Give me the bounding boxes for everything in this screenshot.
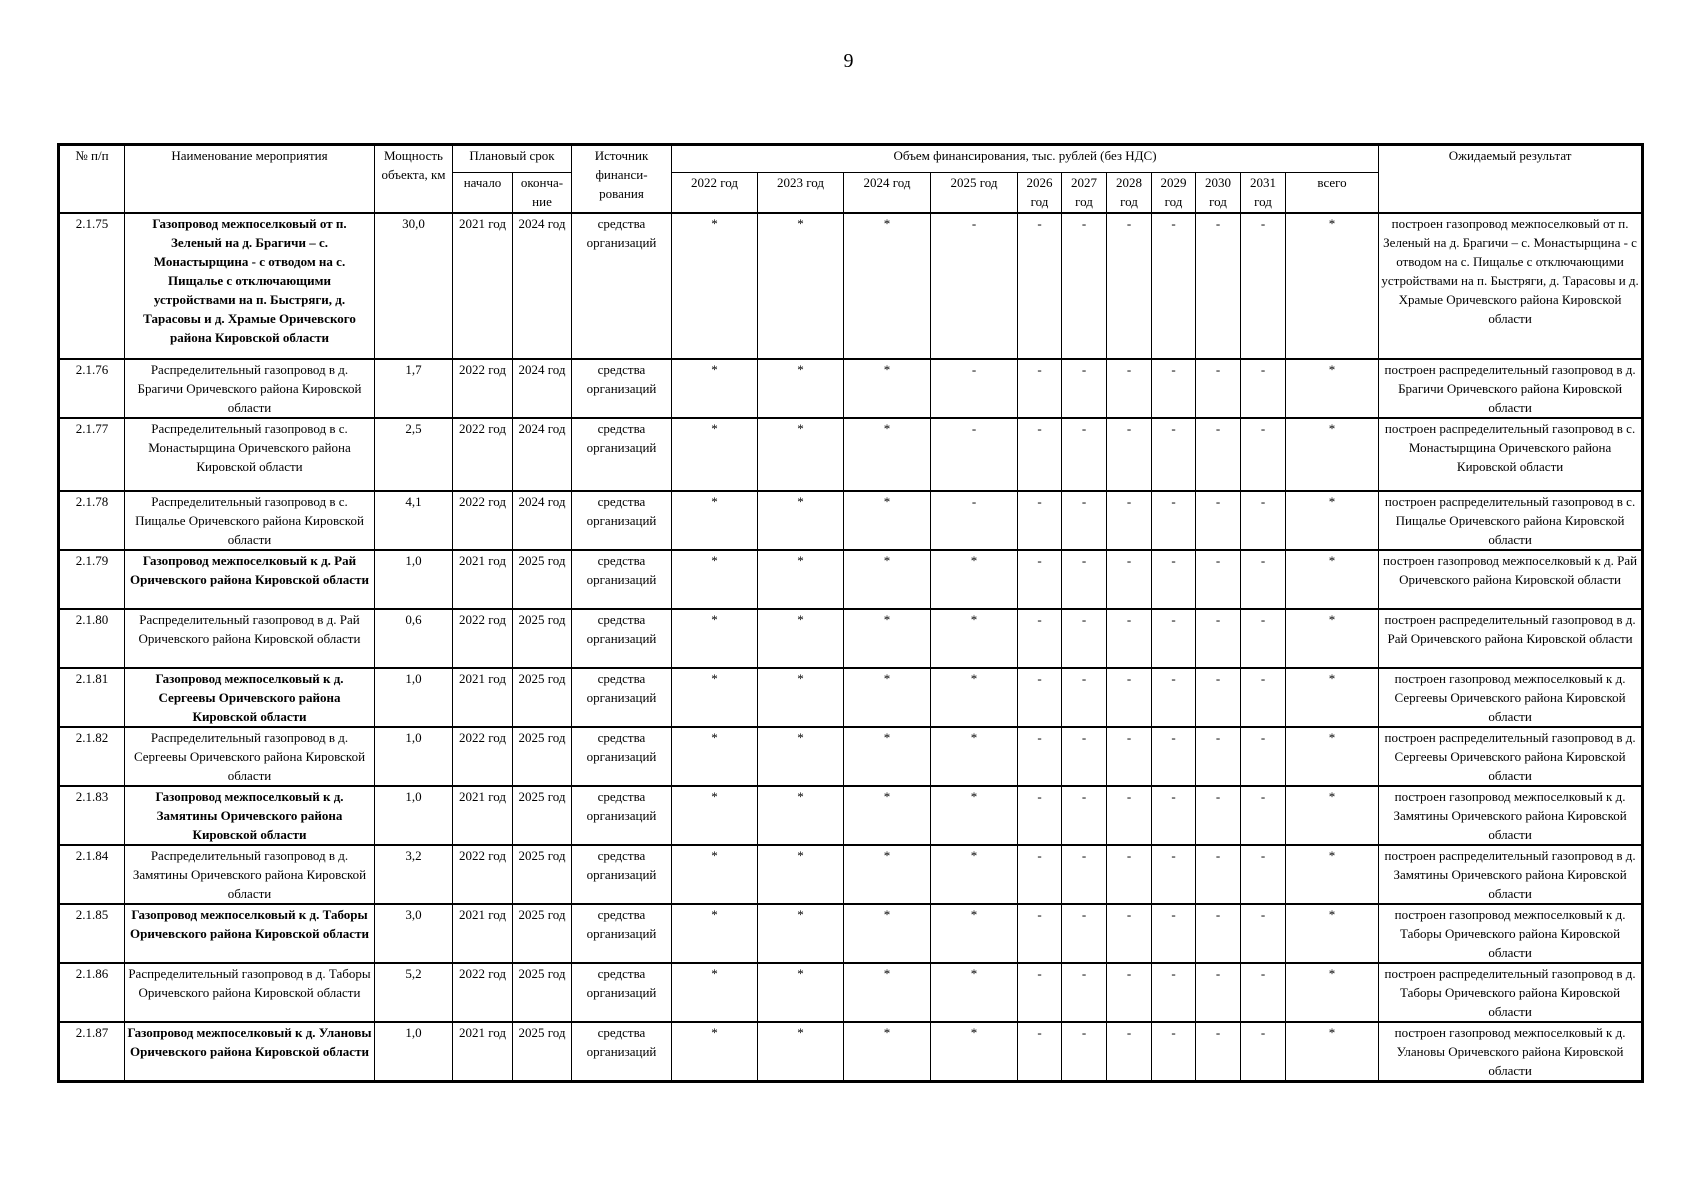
row-start: 2022 год bbox=[453, 963, 513, 1022]
row-year-value: - bbox=[1152, 786, 1196, 845]
row-year-value: - bbox=[1062, 904, 1107, 963]
row-name: Распределительный газопровод в д. Рай Оричевского района Кировской области bbox=[125, 609, 375, 668]
row-name: Распределительный газопровод в д. Таборы Оричевского района Кировской области bbox=[125, 963, 375, 1022]
row-year-value: - bbox=[1152, 359, 1196, 418]
row-total: * bbox=[1286, 213, 1379, 359]
row-year-value: - bbox=[1196, 213, 1241, 359]
row-name: Распределительный газопровод в д. Замятины Оричевского района Кировской области bbox=[125, 845, 375, 904]
row-source: средства организаций bbox=[572, 359, 672, 418]
row-start: 2022 год bbox=[453, 359, 513, 418]
header-year: 2024 год bbox=[844, 173, 931, 213]
row-year-value: * bbox=[931, 727, 1018, 786]
row-number: 2.1.76 bbox=[59, 359, 125, 418]
row-year-value: * bbox=[758, 904, 844, 963]
row-number: 2.1.75 bbox=[59, 213, 125, 359]
row-year-value: * bbox=[672, 609, 758, 668]
row-source: средства организаций bbox=[572, 727, 672, 786]
row-year-value: - bbox=[1107, 845, 1152, 904]
row-source: средства организаций bbox=[572, 1022, 672, 1082]
row-year-value: * bbox=[931, 845, 1018, 904]
row-year-value: - bbox=[1018, 1022, 1062, 1082]
row-end: 2025 год bbox=[513, 786, 572, 845]
row-year-value: * bbox=[758, 668, 844, 727]
row-source: средства организаций bbox=[572, 491, 672, 550]
row-year-value: * bbox=[672, 727, 758, 786]
row-result: построен распределительный газопровод в д. Рай Оричевского района Кировской области bbox=[1379, 609, 1643, 668]
header-year: 2029 год bbox=[1152, 173, 1196, 213]
row-year-value: - bbox=[1062, 491, 1107, 550]
row-number: 2.1.87 bbox=[59, 1022, 125, 1082]
row-year-value: - bbox=[1107, 418, 1152, 491]
table-row bbox=[59, 904, 1643, 963]
row-year-value: - bbox=[931, 359, 1018, 418]
row-year-value: - bbox=[1107, 727, 1152, 786]
row-name: Распределительный газопровод в д. Брагичи Оричевского района Кировской области bbox=[125, 359, 375, 418]
header-planned-period: Плановый срок bbox=[453, 145, 572, 173]
row-year-value: - bbox=[1062, 1022, 1107, 1082]
row-year-value: * bbox=[844, 609, 931, 668]
row-source: средства организаций bbox=[572, 550, 672, 609]
row-result: построен распределительный газопровод в д. Сергеевы Оричевского района Кировской области bbox=[1379, 727, 1643, 786]
row-name: Распределительный газопровод в с. Монастырщина Оричевского района Кировской области bbox=[125, 418, 375, 491]
row-number: 2.1.79 bbox=[59, 550, 125, 609]
row-name: Газопровод межпоселковый к д. Улановы Оричевского района Кировской области bbox=[125, 1022, 375, 1082]
row-year-value: - bbox=[1018, 963, 1062, 1022]
table-row bbox=[59, 727, 1643, 786]
header-year: 2030 год bbox=[1196, 173, 1241, 213]
row-result: построен распределительный газопровод в д. Замятины Оричевского района Кировской области bbox=[1379, 845, 1643, 904]
header-year: 2027 год bbox=[1062, 173, 1107, 213]
row-start: 2022 год bbox=[453, 727, 513, 786]
financing-plan-table bbox=[57, 143, 1644, 1083]
row-year-value: - bbox=[1107, 1022, 1152, 1082]
row-end: 2025 год bbox=[513, 609, 572, 668]
row-total: * bbox=[1286, 786, 1379, 845]
row-result: построен распределительный газопровод в с. Монастырщина Оричевского района Кировской области bbox=[1379, 418, 1643, 491]
row-total: * bbox=[1286, 491, 1379, 550]
row-capacity: 3,2 bbox=[375, 845, 453, 904]
row-result: построен газопровод межпоселковый к д. Сергеевы Оричевского района Кировской области bbox=[1379, 668, 1643, 727]
row-year-value: - bbox=[1196, 418, 1241, 491]
row-end: 2025 год bbox=[513, 1022, 572, 1082]
row-name: Газопровод межпоселковый к д. Таборы Оричевского района Кировской области bbox=[125, 904, 375, 963]
row-total: * bbox=[1286, 550, 1379, 609]
row-year-value: - bbox=[931, 213, 1018, 359]
row-name: Распределительный газопровод в с. Пищалье Оричевского района Кировской области bbox=[125, 491, 375, 550]
row-year-value: - bbox=[1241, 491, 1286, 550]
table-row bbox=[59, 550, 1643, 609]
row-start: 2021 год bbox=[453, 550, 513, 609]
row-number: 2.1.85 bbox=[59, 904, 125, 963]
row-total: * bbox=[1286, 963, 1379, 1022]
row-name: Газопровод межпоселковый к д. Рай Оричевского района Кировской области bbox=[125, 550, 375, 609]
row-number: 2.1.82 bbox=[59, 727, 125, 786]
row-year-value: - bbox=[1241, 904, 1286, 963]
row-end: 2024 год bbox=[513, 359, 572, 418]
row-end: 2025 год bbox=[513, 550, 572, 609]
row-result: построен газопровод межпоселковый к д. Рай Оричевского района Кировской области bbox=[1379, 550, 1643, 609]
header-capacity: Мощность объекта, км bbox=[375, 145, 453, 213]
row-year-value: - bbox=[1241, 727, 1286, 786]
row-end: 2025 год bbox=[513, 668, 572, 727]
row-year-value: - bbox=[1241, 786, 1286, 845]
row-year-value: * bbox=[672, 668, 758, 727]
row-year-value: - bbox=[1152, 727, 1196, 786]
row-year-value: - bbox=[1152, 491, 1196, 550]
row-year-value: - bbox=[1062, 418, 1107, 491]
row-start: 2021 год bbox=[453, 668, 513, 727]
row-year-value: * bbox=[672, 963, 758, 1022]
row-total: * bbox=[1286, 668, 1379, 727]
row-year-value: - bbox=[1241, 1022, 1286, 1082]
row-year-value: - bbox=[1018, 213, 1062, 359]
row-total: * bbox=[1286, 609, 1379, 668]
row-year-value: - bbox=[1152, 418, 1196, 491]
table-row bbox=[59, 845, 1643, 904]
row-year-value: * bbox=[672, 904, 758, 963]
row-source: средства организаций bbox=[572, 963, 672, 1022]
row-capacity: 3,0 bbox=[375, 904, 453, 963]
row-total: * bbox=[1286, 845, 1379, 904]
header-end: оконча-ние bbox=[513, 173, 572, 213]
row-year-value: - bbox=[1062, 668, 1107, 727]
row-start: 2022 год bbox=[453, 845, 513, 904]
row-year-value: * bbox=[931, 550, 1018, 609]
row-end: 2025 год bbox=[513, 963, 572, 1022]
page-number: 9 bbox=[843, 50, 854, 72]
row-year-value: - bbox=[1062, 963, 1107, 1022]
row-year-value: * bbox=[758, 491, 844, 550]
row-result: построен распределительный газопровод в с. Пищалье Оричевского района Кировской области bbox=[1379, 491, 1643, 550]
row-year-value: * bbox=[672, 1022, 758, 1082]
row-result: построен газопровод межпоселковый к д. Замятины Оричевского района Кировской области bbox=[1379, 786, 1643, 845]
row-year-value: - bbox=[1196, 359, 1241, 418]
row-year-value: - bbox=[1107, 963, 1152, 1022]
row-year-value: - bbox=[1152, 550, 1196, 609]
row-year-value: * bbox=[672, 550, 758, 609]
row-year-value: - bbox=[1107, 668, 1152, 727]
row-start: 2021 год bbox=[453, 786, 513, 845]
row-year-value: - bbox=[1152, 213, 1196, 359]
row-end: 2024 год bbox=[513, 418, 572, 491]
row-year-value: - bbox=[1241, 845, 1286, 904]
header-source: Источник финанси-рования bbox=[572, 145, 672, 213]
row-year-value: * bbox=[672, 418, 758, 491]
row-capacity: 2,5 bbox=[375, 418, 453, 491]
header-result: Ожидаемый результат bbox=[1379, 145, 1643, 213]
row-year-value: - bbox=[1018, 786, 1062, 845]
row-year-value: * bbox=[672, 491, 758, 550]
table-row bbox=[59, 359, 1643, 418]
row-year-value: * bbox=[931, 668, 1018, 727]
row-year-value: - bbox=[1018, 727, 1062, 786]
row-year-value: * bbox=[672, 786, 758, 845]
header-name: Наименование мероприятия bbox=[125, 145, 375, 213]
row-capacity: 1,0 bbox=[375, 1022, 453, 1082]
row-year-value: - bbox=[1196, 1022, 1241, 1082]
row-year-value: * bbox=[758, 1022, 844, 1082]
row-total: * bbox=[1286, 904, 1379, 963]
row-capacity: 4,1 bbox=[375, 491, 453, 550]
row-name: Газопровод межпоселковый к д. Сергеевы Оричевского района Кировской области bbox=[125, 668, 375, 727]
row-end: 2025 год bbox=[513, 727, 572, 786]
row-year-value: - bbox=[1107, 213, 1152, 359]
table-row bbox=[59, 491, 1643, 550]
row-year-value: - bbox=[1062, 786, 1107, 845]
row-year-value: * bbox=[758, 727, 844, 786]
row-capacity: 30,0 bbox=[375, 213, 453, 359]
row-year-value: * bbox=[844, 550, 931, 609]
row-year-value: - bbox=[931, 491, 1018, 550]
row-year-value: - bbox=[1107, 786, 1152, 845]
row-year-value: * bbox=[931, 963, 1018, 1022]
row-year-value: - bbox=[1018, 904, 1062, 963]
row-capacity: 1,7 bbox=[375, 359, 453, 418]
header-start: начало bbox=[453, 173, 513, 213]
header-year: 2022 год bbox=[672, 173, 758, 213]
row-year-value: - bbox=[1196, 668, 1241, 727]
row-year-value: - bbox=[1241, 963, 1286, 1022]
row-source: средства организаций bbox=[572, 786, 672, 845]
row-source: средства организаций bbox=[572, 418, 672, 491]
row-start: 2022 год bbox=[453, 491, 513, 550]
row-number: 2.1.84 bbox=[59, 845, 125, 904]
row-year-value: * bbox=[931, 1022, 1018, 1082]
row-total: * bbox=[1286, 727, 1379, 786]
row-name: Газопровод межпоселковый к д. Замятины Оричевского района Кировской области bbox=[125, 786, 375, 845]
header-financing: Объем финансирования, тыс. рублей (без НДС) bbox=[672, 145, 1379, 173]
row-end: 2024 год bbox=[513, 491, 572, 550]
row-number: 2.1.83 bbox=[59, 786, 125, 845]
row-year-value: * bbox=[931, 609, 1018, 668]
row-source: средства организаций bbox=[572, 609, 672, 668]
row-year-value: - bbox=[1241, 550, 1286, 609]
row-capacity: 0,6 bbox=[375, 609, 453, 668]
row-year-value: * bbox=[844, 786, 931, 845]
row-year-value: - bbox=[1152, 904, 1196, 963]
row-year-value: - bbox=[1107, 359, 1152, 418]
row-year-value: - bbox=[1018, 668, 1062, 727]
row-year-value: - bbox=[1152, 963, 1196, 1022]
row-year-value: - bbox=[931, 418, 1018, 491]
row-year-value: - bbox=[1241, 213, 1286, 359]
row-number: 2.1.78 bbox=[59, 491, 125, 550]
row-result: построен газопровод межпоселковый к д. Улановы Оричевского района Кировской области bbox=[1379, 1022, 1643, 1082]
row-capacity: 1,0 bbox=[375, 727, 453, 786]
row-year-value: - bbox=[1152, 609, 1196, 668]
row-total: * bbox=[1286, 1022, 1379, 1082]
row-capacity: 1,0 bbox=[375, 668, 453, 727]
row-result: построен распределительный газопровод в д. Таборы Оричевского района Кировской области bbox=[1379, 963, 1643, 1022]
row-capacity: 1,0 bbox=[375, 550, 453, 609]
row-year-value: * bbox=[758, 786, 844, 845]
row-year-value: - bbox=[1196, 963, 1241, 1022]
row-year-value: * bbox=[844, 727, 931, 786]
row-year-value: - bbox=[1107, 550, 1152, 609]
row-year-value: - bbox=[1018, 359, 1062, 418]
row-year-value: * bbox=[844, 963, 931, 1022]
row-year-value: * bbox=[844, 491, 931, 550]
row-year-value: * bbox=[758, 213, 844, 359]
row-source: средства организаций bbox=[572, 845, 672, 904]
row-year-value: - bbox=[1196, 727, 1241, 786]
row-name: Распределительный газопровод в д. Сергеевы Оричевского района Кировской области bbox=[125, 727, 375, 786]
row-start: 2022 год bbox=[453, 609, 513, 668]
row-year-value: - bbox=[1062, 845, 1107, 904]
row-year-value: - bbox=[1241, 359, 1286, 418]
header-year: 2026 год bbox=[1018, 173, 1062, 213]
header-no: № п/п bbox=[59, 145, 125, 213]
table-row bbox=[59, 418, 1643, 491]
row-year-value: - bbox=[1241, 668, 1286, 727]
row-source: средства организаций bbox=[572, 213, 672, 359]
row-source: средства организаций bbox=[572, 904, 672, 963]
row-year-value: - bbox=[1062, 359, 1107, 418]
table-row bbox=[59, 963, 1643, 1022]
row-year-value: - bbox=[1196, 491, 1241, 550]
row-year-value: - bbox=[1062, 213, 1107, 359]
row-year-value: - bbox=[1107, 609, 1152, 668]
row-year-value: * bbox=[758, 609, 844, 668]
row-year-value: * bbox=[844, 359, 931, 418]
row-year-value: - bbox=[1196, 609, 1241, 668]
row-year-value: - bbox=[1107, 904, 1152, 963]
row-year-value: * bbox=[931, 786, 1018, 845]
row-year-value: * bbox=[844, 1022, 931, 1082]
row-year-value: * bbox=[931, 904, 1018, 963]
row-year-value: - bbox=[1241, 418, 1286, 491]
row-total: * bbox=[1286, 418, 1379, 491]
row-year-value: - bbox=[1107, 491, 1152, 550]
row-result: построен газопровод межпоселковый от п. Зеленый на д. Брагичи – с. Монастырщина - с отводом на с. Пищалье с отключающими устройствами на п. Быстряги, д. Тарасовы и д. Храмые Оричевского района Кировской области bbox=[1379, 213, 1643, 359]
header-year: 2023 год bbox=[758, 173, 844, 213]
row-year-value: * bbox=[672, 213, 758, 359]
row-end: 2025 год bbox=[513, 904, 572, 963]
row-year-value: - bbox=[1018, 550, 1062, 609]
row-year-value: * bbox=[844, 904, 931, 963]
header-year: 2025 год bbox=[931, 173, 1018, 213]
row-year-value: - bbox=[1062, 609, 1107, 668]
row-year-value: - bbox=[1062, 550, 1107, 609]
row-start: 2021 год bbox=[453, 904, 513, 963]
row-capacity: 1,0 bbox=[375, 786, 453, 845]
row-year-value: - bbox=[1152, 1022, 1196, 1082]
row-source: средства организаций bbox=[572, 668, 672, 727]
row-year-value: - bbox=[1241, 609, 1286, 668]
row-year-value: * bbox=[672, 359, 758, 418]
table-row bbox=[59, 609, 1643, 668]
row-start: 2022 год bbox=[453, 418, 513, 491]
row-year-value: - bbox=[1196, 550, 1241, 609]
row-result: построен газопровод межпоселковый к д. Таборы Оричевского района Кировской области bbox=[1379, 904, 1643, 963]
header-year: 2028 год bbox=[1107, 173, 1152, 213]
row-year-value: - bbox=[1152, 668, 1196, 727]
table-row bbox=[59, 213, 1643, 359]
row-number: 2.1.80 bbox=[59, 609, 125, 668]
table-row bbox=[59, 1022, 1643, 1082]
row-name: Газопровод межпоселковый от п. Зеленый на д. Брагичи – с. Монастырщина - с отводом на с. Пищалье с отключающими устройствами на п. Быстряги, д. Тарасовы и д. Храмые Оричевского района Кировской области bbox=[125, 213, 375, 359]
row-year-value: * bbox=[758, 550, 844, 609]
row-year-value: - bbox=[1196, 786, 1241, 845]
row-year-value: - bbox=[1018, 418, 1062, 491]
row-number: 2.1.86 bbox=[59, 963, 125, 1022]
row-end: 2024 год bbox=[513, 213, 572, 359]
table-row bbox=[59, 668, 1643, 727]
row-year-value: - bbox=[1152, 845, 1196, 904]
row-year-value: * bbox=[758, 359, 844, 418]
row-number: 2.1.81 bbox=[59, 668, 125, 727]
row-number: 2.1.77 bbox=[59, 418, 125, 491]
row-year-value: * bbox=[758, 845, 844, 904]
header-year: 2031 год bbox=[1241, 173, 1286, 213]
row-year-value: * bbox=[758, 963, 844, 1022]
row-total: * bbox=[1286, 359, 1379, 418]
row-year-value: * bbox=[758, 418, 844, 491]
row-end: 2025 год bbox=[513, 845, 572, 904]
row-year-value: * bbox=[844, 668, 931, 727]
row-year-value: - bbox=[1018, 491, 1062, 550]
row-start: 2021 год bbox=[453, 213, 513, 359]
row-year-value: - bbox=[1018, 845, 1062, 904]
row-year-value: * bbox=[844, 213, 931, 359]
row-result: построен распределительный газопровод в д. Брагичи Оричевского района Кировской области bbox=[1379, 359, 1643, 418]
row-year-value: - bbox=[1196, 904, 1241, 963]
table-row bbox=[59, 786, 1643, 845]
row-capacity: 5,2 bbox=[375, 963, 453, 1022]
row-year-value: - bbox=[1062, 727, 1107, 786]
row-year-value: - bbox=[1196, 845, 1241, 904]
row-year-value: * bbox=[844, 418, 931, 491]
header-total: всего bbox=[1286, 173, 1379, 213]
row-year-value: - bbox=[1018, 609, 1062, 668]
row-year-value: * bbox=[672, 845, 758, 904]
row-year-value: * bbox=[844, 845, 931, 904]
row-start: 2021 год bbox=[453, 1022, 513, 1082]
